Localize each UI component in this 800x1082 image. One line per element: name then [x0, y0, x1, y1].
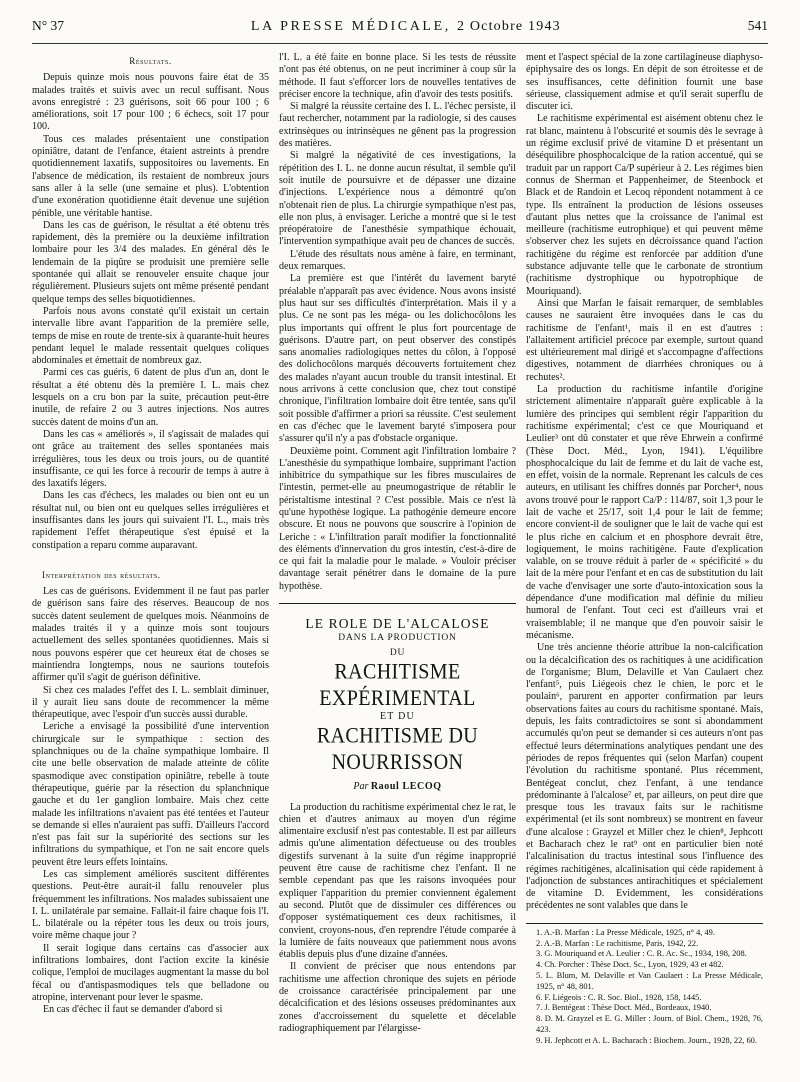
footnote: 5. L. Blum, M. Delaville et Van Caulaert : La Presse Médicale, 1925, n° 48, 801. [536, 970, 763, 991]
paragraph: Tous ces malades présentaient une constipation opiniâtre, datant de l'enfance, étaient astreints à prendre quotidiennement laxatifs, suppositoires ou lavements. En l'absence de médication, ils restaient de nombreux jours sans aller à la selle (une semaine et plus). L'obtention d'une exonération quotidienne était devenue une sujétion pénible, une véritable hantise. [32, 133, 269, 219]
issue-number: N° 37 [32, 18, 65, 33]
article-author [279, 781, 516, 793]
author-name: Raoul LECOQ [370, 781, 442, 793]
article-title-block [279, 612, 516, 801]
article-title-line: ET DU [380, 710, 415, 722]
column-1 [32, 52, 269, 1070]
section-heading-results: Résultats. [129, 56, 172, 66]
footnote: 1. A.-B. Marfan : La Presse Médicale, 1925, n° 4, 49. [536, 927, 715, 937]
issue-date: 2 Octobre 1943 [456, 19, 561, 34]
paragraph: Dans les cas d'échecs, les malades ou bien ont eu un résultat nul, ou bien ont eu quelques selles irrégulières et insuffisantes dans les jours qui suivaient l'I. L., mais très rapidement l'effet thérapeutique s'est épuisé et la constipation a reparu comme auparavant. [32, 490, 269, 551]
footnote: 3. G. Mouriquand et A. Leulier : C. R. Ac. Sc., 1934, 198, 208. [536, 949, 747, 959]
paragraph: La production du rachitisme expérimental chez le rat, le chien et d'autres animaux au moyen d'un régime alimentaire exclusif n'est pas contestable. Il est par ailleurs admis qu'une alimentation défectueuse ou des troubles digestifs survenant à la suite d'un régime inapproprié peuvent être cause de rachitisme chez l'enfant. Il ne semble cependant pas que les raisons invoquées pour expliquer l'apparition du premier conviennent également au second. Plutôt que de dissimuler ces différences ou d'opposer systématiquement ces deux rachitismes, il convient, croyons-nous, d'en reprendre l'étude comparée à la lumière de faits nouveaux que patiemment nous avons établis depuis plus d'une dizaine d'années. [279, 801, 516, 961]
paragraph: Le rachitisme expérimental est aisément obtenu chez le rat blanc, maintenu à l'obscurité et soumis dès le sevrage à un régime exclusif privé de vitamine D et présentant un déséquilibre phosphocalcique de la ration accentué, qui se traduit par un rapport Ca/P supérieur à 2. Les régimes bien connus de Sherman et Pappenheimer, de Steenbock et Black et de Randoin et Lecoq répondent notamment à ce type. Ils entraînent la production de lésions osseuses d'autant plus nettes que la croissance de l'animal est meilleure (rachitisme eutrophique) et qui peuvent même s'observer chez les sujets en décroissance quand l'action rachitigène du régime est renforcée par addition d'une substance adjuvante telle que le carbonate de strontium (rachitisme dystrophique ou hypotrophique de Mouriquand). [526, 113, 763, 297]
paragraph: Si chez ces malades l'effet des I. L. semblait diminuer, il y aurait lieu sans doute de recommencer la même thérapeutique, avec l'espoir d'un succès aussi durable. [32, 684, 269, 721]
article-divider [279, 603, 516, 604]
column-3 [526, 52, 763, 1070]
paragraph: L'étude des résultats nous amène à faire, en terminant, deux remarques. [279, 248, 516, 273]
paragraph: Si malgré la réussite certaine des I. L. l'échec persiste, il faut rechercher, notamment par la radiologie, si des causes extrinsèques ou intrinsèques ne gênent pas la progression des matières. [279, 101, 516, 150]
journal-title [251, 19, 561, 35]
paragraph: Parmi ces cas guéris, 6 datent de plus d'un an, dont le résultat a été obtenu dès la première I. L. mais chez lesquels on a cru bon par la suite, précaution peut-être inutile, de refaire 2 ou 3 autres injections. Nos autres succès datent de moins d'un an. [32, 367, 269, 428]
page-number: 541 [747, 18, 768, 33]
paragraph: Leriche a envisagé la possibilité d'une intervention chirurgicale sur le sympathique : section des splanchniques ou de la chaîne sympathique lombaire. Il cite une belle observation de malade atteinte de côlite spasmodique avec constipation opiniâtre, rebelle à toute thérapeutique, guérie par la résection du splanchnique gauche et du 1er ganglion lombaire. Mais chez cette malade les infiltrations n'avaient pas été tentées et l'auteur se demande si elles n'auraient pas suffi. D'ailleurs l'accord n'est pas fait sur la supériorité des sections sur les infiltrations du sympathique, et l'on ne sait encore quels peuvent être leurs effets lointains. [32, 721, 269, 868]
paragraph: Ainsi que Marfan le faisait remarquer, de semblables causes ne sauraient être invoquées dans le cas du rachitisme de l'enfant¹, mais il en est d'autres : l'allaitement artificiel précoce par exemple, surtout quand est ultérieurement mal dirigé et s'accompagne d'affections digestives, notamment de diarrhées chroniques ou à rechutes². [526, 297, 763, 383]
footnotes [526, 923, 763, 1047]
paragraph: Deuxième point. Comment agit l'infiltration lombaire ? L'anesthésie du sympathique lombaire, supprimant l'action inhibitrice du sympathique sur les fibres musculaires de l'intestin, permet-elle au pneumogastrique de rétablir le péristaltisme intestinal ? C'est possible. Mais ce n'est là qu'une hypothèse logique. La pathogénie demeure encore obscure. Et nous ne pouvons que souscrire à l'opinion de Leriche : « L'infiltration paraît modifier la fonctionnalité des éléments d'innervation du gros intestin, c'est-à-dire de ce qui fait la maladie pour le malade. » Vouloir préciser davantage serait pénétrer dans le domaine de la pure hypothèse. [279, 445, 516, 592]
paragraph: En cas d'échec il faut se demander d'abord si [43, 1004, 223, 1016]
paragraph: Si malgré la négativité de ces investigations, la répétition des I. L. ne donne aucun résultat, il semble qu'il soit inutile de poursuivre et de dépasser une dizaine d'injections. L'expérience nous a démontré qu'on n'obtenait rien de plus. La chirurgie sympathique n'est pas, elle non plus, à envisager. Leriche a montré que si le test préopératoire de l'anesthésie sympathique échouait, l'intervention sympathique avait peu de chances de succès. [279, 150, 516, 248]
article-title-main: RACHITISME EXPÉRIMENTAL [319, 659, 476, 711]
paragraph: Une très ancienne théorie attribue la non-calcification ou la décalcification des os rachitiques à une acidification de l'organisme; Blum, Delaville et Van Caulaert chez l'enfant⁵, puis Liégeois chez le chien, le porc et le poulain⁶, parurent en apporter confirmation par leurs observations faites au cours du rachitisme spontané. Mais, depuis, les faits contradictoires se sont si abondamment accumulés qu'on peut se demander si ces auteurs n'ont pas effectué leurs déterminations analytiques pendant une des périodes de repos fréquentes qui (selon Marfan) coupent l'évolution du rachitisme spontané. Plus récemment, Bentégeat conclut, chez l'enfant, à une tendance prédominante à l'alcalose⁷ et, par ailleurs, on peut dire que presque tous les travaux faits sur le rachitisme expérimental (et ils sont nombreux) se montrent en faveur d'une alcalose : Grayzel et Miller chez le chien⁸, Jephcott et Bacharach chez le rat⁹ ont en particulier bien noté l'alcalinisation du tractus intestinal sous l'influence des régimes rachitigènes, alcalinisation qui cède rapidement à l'adjonction de substances antirachitiques et spécialement de vitamine D. Evidemment, les considérations précédentes ne sont valables que dans le [526, 642, 763, 912]
section-heading-interpretation: Interprétation des résultats. [42, 569, 161, 580]
article-title-line: LE ROLE DE L'ALCALOSE [305, 616, 490, 632]
paragraph: Parfois nous avons constaté qu'il existait un certain intervalle libre avant l'apparition de la première selle, temps de mise en route de trente-six à quarante-huit heures pendant lequel le malade ressentait quelques coliques abdominales et émettait de nombreux gaz. [32, 305, 269, 367]
paragraph: l'I. L. a été faite en bonne place. Si les tests de réussite n'ont pas été obtenus, on ne peut incriminer à coup sûr la méthode. Il faut s'efforcer lors de nouvelles tentatives de préciser encore la technique, afin d'avoir des tests positifs. [279, 52, 516, 100]
article-title-line: DANS LA PRODUCTION [338, 633, 457, 644]
text-columns [32, 52, 768, 1070]
journal-name: LA PRESSE MÉDICALE, [250, 19, 451, 34]
footnote: 8. D. M. Grayzel et E. G. Miller : Journ. of Biol. Chem., 1928, 76, 423. [536, 1014, 763, 1034]
footnote: 2. A.-B. Marfan : Le rachitisme, Paris, 1942, 22. [536, 938, 699, 948]
paragraph: Les cas simplement améliorés suscitent différentes questions. Peut-être aurait-il fallu renouveler plus fréquemment les infiltrations. Nos malades subissaient une I. L. unilatérale par semaine. Fallait-il faire chaque fois l'I. L. bilatérale ou la répéter tous les deux ou trois jours, voire même chaque jour ? [32, 869, 269, 942]
paragraph: ment et l'aspect spécial de la zone cartilagineuse diaphyso-épiphysaire des os longs. En dépit de son étroitesse et de ses insuffisances, cette définition fournit une base sérieuse, classiquement admise et qu'il serait superflu de discuter ici. [526, 52, 763, 113]
footnote: 9. H. Jephcott et A. L. Bacharach : Biochem. Journ., 1928, 22, 60. [536, 1035, 757, 1045]
article-title-line: DU [389, 647, 406, 658]
paragraph: La production du rachitisme infantile d'origine strictement alimentaire n'apparaît guère explicable à la lumière des principes qui semblent régir l'apparition du rachitisme expérimental; c'est ce que Mouriquand et Leulier³ ont dû constater et que rêve Ehrwein a confirmé (Thèse Doct. Méd., Lyon, 1941). L'équilibre phosphocalcique du lait de femme et du lait de vache est, en effet, voisin de la normale. Reprenant les calculs de ces auteurs, en utilisant les chiffres donnés par Porcher⁴, nous avons trouvé pour le rapport Ca/P : 114/87, soit 1,3 pour le lait de vache et 25/17, soit 1,4 pour le lait de femme; encore convient-il de souligner que le lait de vache qui est le plus riche en calcium et en phosphore devrait être, logiquement, le moins rachitigène. Faute d'explication valable, on se trouve réduit à parler de « spécificité » du lait de la mère pour l'enfant et en cas de substitution du lait de vache d'envisager une sorte d'auto-intoxication sous la dépendance d'une modification mal définie du milieu humoral de l'enfant. Tout ceci est d'ailleurs vrai et vraisemblable; il ne manque que d'en pouvoir saisir le mécanisme. [526, 384, 763, 641]
paragraph: Il convient de préciser que nous entendons par rachitisme une affection chronique des sujets en période de croissance caractérisée principalement par une décalcification et des lésions osseuses prédominantes aux zones d'accroissement du squelette et décelable radiographiquement par l'élargisse- [279, 961, 516, 1034]
page-header [32, 18, 768, 44]
paragraph: Dans les cas de guérison, le résultat a été obtenu très rapidement, dès la première ou la deuxième infiltration lombaire pour les 3/4 des malades. En général dès le lendemain de la piqûre se produisit une première selle spontanée qui allait se renouveler ensuite chaque jour régulièrement. Plusieurs sujets ont même présenté pendant quelque temps des selles biquotidiennes. [32, 219, 269, 305]
footnote: 7. J. Bentégeat : Thèse Doct. Méd., Bordeaux, 1940. [536, 1003, 712, 1013]
paragraph: Les cas de guérisons. Evidemment il ne faut pas parler de guérison sans faire des réserves. Beaucoup de nos succès datent seulement de quelques mois. Néanmoins de malades traités il y a quinze mois sont toujours actuellement des selles spontanées quotidiennes. Mais si nous pouvons espérer que cet heureux état de choses se maintiendra longtemps, nous ne saurions toutefois affirmer qu'il s'agit de guérison définitive. [32, 586, 269, 684]
paragraph: Il serait logique dans certains cas d'associer aux infiltrations lombaires, dont l'action excite la kinésie colique, l'emploi de mucilages augmentant la masse du bol fécal ou d'antispasmodiques tels que belladone ou atropine, intervenant pour lever le spasme. [32, 942, 269, 1003]
footnote: 6. F. Liégeois : C. R. Soc. Biol., 1928, 158, 1445. [536, 992, 702, 1002]
article-title-main: RACHITISME DU NOURRISSON [316, 723, 479, 776]
footnote: 4. Ch. Porcher : Thèse Doct. Sc., Lyon, 1929, 43 et 482. [536, 960, 724, 970]
paragraph: La première est que l'intérêt du lavement baryté préalable n'apparaît pas avec évidence. Nous avons insisté plus haut sur ses difficultés d'interprétation. Mais il y a plus. Ce ne sont pas les méga- ou les dolichocôlons les plus importants qui offrent le plus fort pourcentage de guérisons. D'autre part, on peut observer des constipés sans anomalies radiologiques nettes du côlon, à l'opposé des dolichocôlons marqués découverts fortuitement chez des malades n'ayant aucun trouble du transit intestinal. Et nous arrivons à cette conclusion que, chez tout constipé chronique, l'infiltration lombaire doit être tentée, sans qu'il soit possible d'affirmer a priori sa réussite. C'est seulement en cas d'échec que le lavement baryté s'imposera pour s'assurer qu'il n'y a pas d'obstacle organique. [279, 273, 516, 445]
column-2 [279, 52, 516, 1070]
paragraph: Dans les cas « améliorés », il s'agissait de malades qui ont grâce au traitement des selles spontanées mais irrégulières, tous les deux ou trois jours, ou de quantité insuffisante, ce qui les force à recourir de temps à autre à des laxatifs légers. [32, 428, 269, 490]
author-prefix: Par [353, 781, 369, 793]
paragraph: Depuis quinze mois nous pouvons faire état de 35 malades traités et suivis avec un recul suffisant. Nous avons enregistré : 23 guérisons, soit 66 pour 100 ; 6 améliorations, soit 17 pour 100 ; 6 échecs, soit 17 pour 100. [32, 72, 269, 133]
